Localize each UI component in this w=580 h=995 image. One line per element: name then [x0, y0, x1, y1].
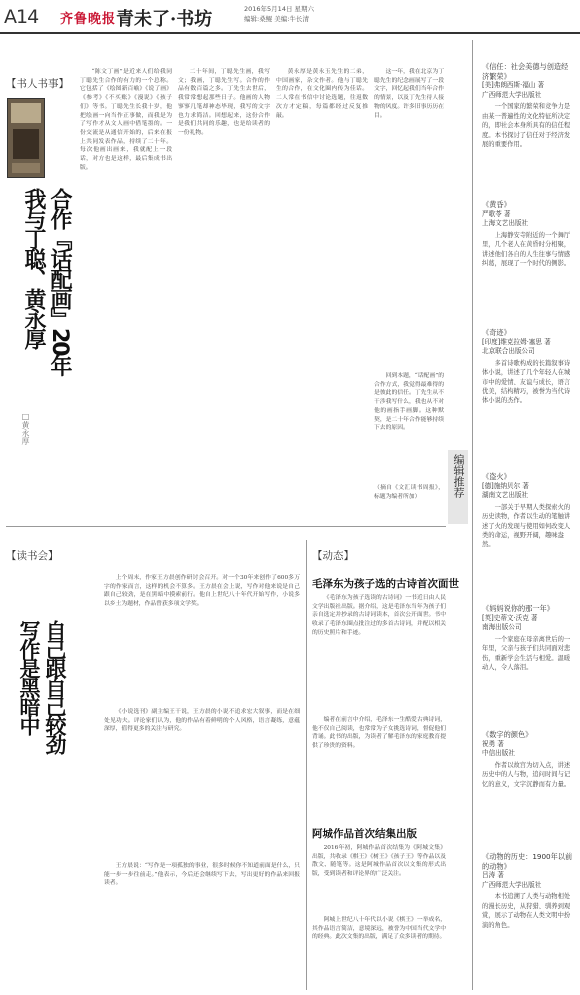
book-publisher: 湖南文艺出版社: [482, 491, 529, 500]
second-title-main: 自己跟自己较劲: [43, 620, 67, 753]
book-publisher: 上海文艺出版社: [482, 219, 529, 228]
book-author: [英]史蒂文·沃克 著: [482, 613, 538, 622]
section-tag-reading-club: 【读书会】: [6, 550, 59, 562]
recommend-book: [482, 472, 574, 550]
header-meta: [244, 4, 314, 24]
header-rule: [0, 32, 580, 34]
feature-body-col3: 黄永厚是黄永玉先生的二弟，中国画家，杂文作者。他与丁聪先生的合作，在文化圈内传为佳话。二人常在书信中讨论选题，往返数次方才定稿，每篇都经过反复推敲。: [276, 69, 368, 119]
recommend-label-box: [448, 450, 468, 524]
book-publisher: 北京联合出版公司: [482, 347, 535, 356]
section-tag-book-people: 【书人书事】: [6, 78, 69, 90]
book-title: 《信任：社会美德与创造经济繁荣》: [482, 62, 569, 81]
feature-byline: □黄永厚: [21, 412, 30, 445]
editor-line: 编辑:桑鲲 美编:牛长清: [244, 15, 309, 23]
news-body-4: 阿城上世纪八十年代以小说《棋王》一举成名，其作品语言简洁，意境深远，被誉为中国当代文学中的经典。此次文集的出版，满足了众多读者的期待。: [312, 917, 446, 941]
column-divider: [306, 540, 307, 990]
book-description: 一个国家的繁荣和竞争力是由某一普遍性的文化特征所决定的，即社会本身所具有的信任程度。本书探讨了信任对于经济发展的重要作用。: [482, 103, 571, 148]
page-header: [0, 0, 580, 34]
book-cover-image: [7, 98, 45, 178]
recommend-book: [482, 730, 574, 789]
recommend-book: [482, 200, 574, 268]
book-author: [美]弗朗西斯·福山 著: [482, 81, 545, 90]
feature-title-sub: 我与丁聪、黄永厚: [21, 188, 46, 348]
feature-title-main: 合作『话配画』20年: [47, 188, 72, 375]
feature-body-col1: “陈文丁画”是近来人们给我同丁聪先生合作的有力的一个总称。它包括了《绘图新百喻》《说了画》《参考》《不买账》《漫说》《孩子们》等书。丁聪先生长我十岁，他把绘画一向当作正事做，而我是为了写作才从文人画中借笔墨的。一份交流是从通信开始的，后来在报上共同发表作品，持续了二十年。每次他画出画来，我就配上一段话，对方也是这样，最后集成书出版。: [80, 69, 172, 171]
book-title: 《黄昏》: [482, 200, 511, 209]
news-body-3: 2016年初，阿城作品首次结集为《阿城文集》出版，共收录《棋王》《树王》《孩子王》等作品以及散文、随笔等。这是阿城作品首次以文集的形式出版，受到读者和评论界的广泛关注。: [312, 845, 446, 878]
recommend-book: [482, 604, 574, 672]
newspaper-brand: 齐鲁晚报: [60, 12, 117, 27]
book-author: 吕涛 著: [482, 871, 504, 880]
recommend-book: [482, 852, 574, 930]
feature-source-note: （摘自《文汇读书周报》，标题为编者所加）: [374, 485, 444, 500]
recommend-book: [482, 328, 574, 406]
book-description: 本书追溯了人类与动物相处的漫长历史，从狩猎、驯养到观赏，展示了动物在人类文明中扮演的角色。: [482, 893, 571, 929]
book-publisher: 广西师范大学出版社: [482, 880, 542, 889]
section-tag-news: 【动态】: [312, 550, 354, 562]
feature-body-col4: 这一年，我在北京为丁聪先生的纪念画展写了一段文字，回忆起我们当年合作的情景，以及丁先生待人接物的风度。许多旧事历历在目。: [374, 69, 444, 119]
page-number: A14: [4, 6, 39, 28]
book-title: 《妈妈说你的那一年》: [482, 604, 554, 613]
news-body-2: 编者在前言中介绍，毛泽东一生酷爱古典诗词，他不仅自己阅读，也常常为子女挑选诗词，督促他们背诵。此书的出版，为读者了解毛泽东的家庭教育提供了珍贵的资料。: [312, 717, 446, 750]
book-author: 祝勇 著: [482, 739, 504, 748]
book-publisher: 南海出版公司: [482, 623, 522, 632]
date-line: 2016年5月14日 星期六: [244, 5, 315, 13]
column-title: 青未了·书坊: [116, 9, 213, 30]
book-author: 严歌苓 著: [482, 209, 511, 218]
news-body-1: 《毛泽东为孩子选读的古诗词》一书近日由人民文学出版社出版。据介绍，这是毛泽东当年为孩子们亲自选定并抄录的古诗词读本，首次公开面世。书中收录了毛泽东圈点批注过的多首古诗词，并配以相关的历史照片和手迹。: [312, 595, 446, 636]
book-title: 《奇迹》: [482, 328, 511, 337]
book-author: [德]施纳贝尔 著: [482, 481, 529, 490]
book-description: 多首诗歌构成的长篇叙事诗体小说，讲述了几个年轻人在城市中的爱情、友谊与成长，语言优美，结构精巧，被誉为当代诗体小说的杰作。: [482, 359, 571, 405]
book-title: 《数字的颜色》: [482, 730, 533, 739]
book-description: 上海静安寺附近的一个舞厅里，几个老人在黄昏时分相聚，讲述他们各自的人生往事与情感纠葛，展现了一个时代的侧影。: [482, 231, 571, 267]
book-title: 《动物的历史：1900年以前的动物》: [482, 852, 573, 871]
second-body-3: 王方晨说：“写作是一项孤独的事业，很多时候你不知道前面是什么，只能一步一步往前走。”他表示，今后还会继续写下去，写出更好的作品来回报读者。: [104, 863, 300, 887]
book-title: 《盗火》: [482, 472, 511, 481]
section-divider: [6, 526, 446, 527]
feature-body-col4b: 回到本题，“话配画”的合作方式，我觉得最难得的是彼此的信任。丁先生从不干涉我写什么，我也从不对他的画指手画脚。这种默契，是二十年合作能够持续下去的原因。: [374, 373, 444, 432]
second-body-1: 上个周末，作家王方晨创作研讨会召开。对一个30年来创作了600多万字的作家而言，这样的机会不算多。王方晨在会上说，写作对他来说是自己跟自己较劲，是在黑暗中摸索前行。他自上世纪八十年代开始写作，小说多以乡土为题材，作品曾获多项文学奖。: [104, 575, 300, 608]
feature-body-col2: 二十年间，丁聪先生画，我写文；我画，丁聪先生写。合作的作品有数百篇之多。丁先生去世后，我常常想起那些日子。他画的人物寥寥几笔却神态毕现，我写的文字也力求简洁。回想起来，这份合作是我们共同的乐趣，也是给读者的一份礼物。: [178, 69, 270, 136]
recommend-divider: [472, 40, 473, 990]
book-description: 一个家庭在母亲离世后的一年里，父亲与孩子们共同面对悲伤，重新学会生活与相爱。温暖动人，令人落泪。: [482, 635, 571, 671]
recommend-label: 编辑推荐: [452, 454, 465, 498]
book-description: 作者以故宫为切入点，讲述历史中的人与物，追问时间与记忆的意义，文字沉静而有力量。: [482, 761, 571, 788]
recommend-book: [482, 62, 574, 149]
book-description: 一部关于早期人类探索火的历史读物，作者以生动的笔触讲述了火的发现与使用如何改变人类的命运，视野开阔，趣味盎然。: [482, 503, 571, 549]
news-headline-1: 毛泽东为孩子选的古诗首次面世: [312, 578, 459, 590]
book-publisher: 广西师范大学出版社: [482, 90, 542, 99]
book-publisher: 中信出版社: [482, 749, 515, 758]
second-title-sub: 写作是黑暗中: [17, 620, 41, 734]
news-headline-2: 阿城作品首次结集出版: [312, 828, 417, 840]
second-body-2: 《小说选刊》副主编王干说，王方晨的小说不追求宏大叙事，而是在细处见功夫。评论家们认为，他的作品有着鲜明的个人风格，语言凝练，意蕴深厚，值得更多的关注与研究。: [104, 709, 300, 733]
book-author: [印度]维克拉姆·塞思 著: [482, 337, 551, 346]
